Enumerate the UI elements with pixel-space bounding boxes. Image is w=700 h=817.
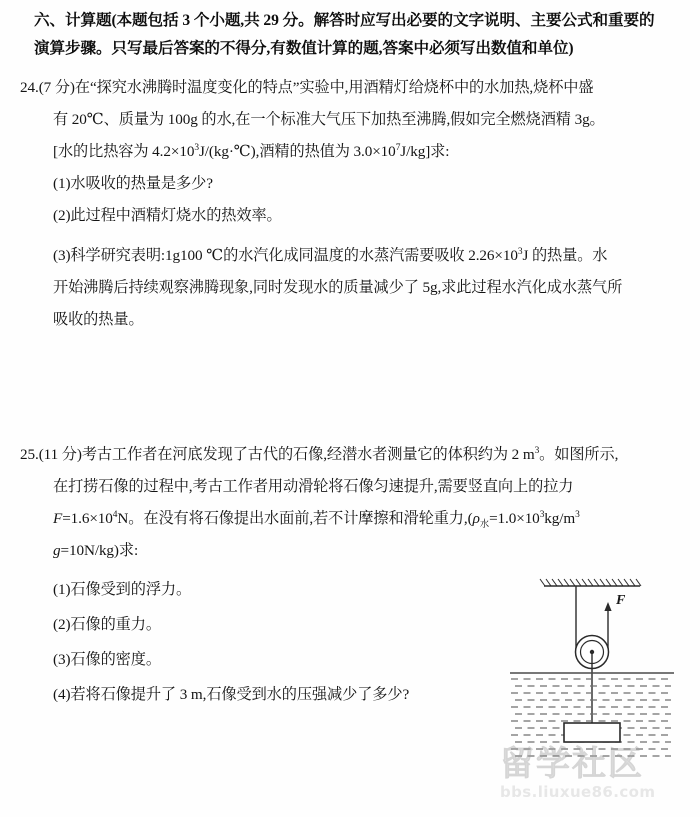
question-24-line-3	[53, 140, 449, 161]
question-24-sub-3-b: J 的热量。水	[522, 247, 608, 264]
force-symbol: F	[53, 510, 63, 527]
question-25-sub-2: (2)石像的重力。	[53, 616, 161, 633]
force-arrow-head-icon	[604, 602, 611, 611]
question-25-sub-3: (3)石像的密度。	[53, 651, 161, 668]
question-25-density-unit-exponent: 3	[575, 509, 580, 520]
rho-subscript-water: 水	[479, 520, 490, 531]
question-25-line-4	[53, 539, 138, 560]
question-24-sub-2: (2)此过程中酒精灯烧水的热效率。	[53, 207, 282, 224]
question-25-force-value: =1.6×10	[62, 510, 113, 527]
question-25-body-3b: N。在没有将石像提出水面前,若不计摩擦和滑轮重力,(	[117, 510, 473, 527]
rho-symbol: ρ	[472, 510, 480, 527]
question-24-body-1: 在“探究水沸腾时温度变化的特点”实验中,用酒精灯给烧杯中的水加热,烧杯中盛	[74, 79, 594, 96]
question-25-gravity-value: =10N/kg)求:	[60, 542, 139, 559]
watermark-url: bbs.liuxue86.com	[500, 783, 656, 801]
question-25-volume-exponent: 3	[534, 445, 540, 456]
question-24-sub-3-a: (3)科学研究表明:1g100 ℃的水汽化成同温度的水蒸汽需要吸收 2.26×10	[53, 247, 518, 264]
question-24-number: 24.	[20, 79, 39, 96]
pulley-buoyancy-diagram	[492, 578, 692, 763]
question-25-body-1a: 考古工作者在河底发现了古代的石像,经潜水者测量它的体积约为 2 m	[81, 446, 535, 463]
question-25-body-1b: 。如图所示,	[539, 446, 619, 463]
question-25-density-value: =1.0×10	[489, 510, 540, 527]
question-24-score: (7 分)	[38, 79, 75, 96]
question-24-body-2: 有 20℃、质量为 100g 的水,在一个标准大气压下加热至沸腾,假如完全燃烧酒精 3g。	[53, 111, 605, 128]
question-25-density-unit: kg/m	[544, 510, 576, 527]
section-header-line-2: 演算步骤。只写最后答案的不得分,有数值计算的题,答案中必须写出数值和单位)	[34, 40, 574, 57]
question-25-sub-4: (4)若将石像提升了 3 m,石像受到水的压强减少了多少?	[53, 686, 410, 703]
pulley-axle-icon	[590, 650, 594, 654]
gravity-symbol: g	[53, 542, 61, 559]
question-24-sub-3-exponent: 3	[517, 246, 523, 257]
question-25-line-2: 在打捞石像的过程中,考古工作者用动滑轮将石像匀速提升,需要竖直向上的拉力	[53, 478, 574, 495]
question-25-density-exponent: 3	[539, 509, 545, 520]
question-24-sub-1: (1)水吸收的热量是多少?	[53, 175, 213, 192]
question-24-given-c: J/kg]求:	[400, 143, 450, 160]
question-24-line-1	[20, 76, 593, 97]
force-label: F	[616, 593, 626, 608]
question-24-sub-3-line-1	[53, 244, 607, 265]
question-24-sub-3-line-3: 吸收的热量。	[53, 311, 144, 328]
question-25-line-3	[53, 507, 580, 531]
question-25-score: (11 分)	[38, 446, 82, 463]
pulley-diagram-svg	[492, 578, 692, 763]
question-24-exponent-2: 7	[395, 142, 401, 153]
question-24-sub-3-line-2: 开始沸腾后持续观察沸腾现象,同时发现水的质量减少了 5g,求此过程水汽化成水蒸气所	[53, 279, 623, 296]
ceiling-hatch-icon	[540, 579, 641, 586]
question-25-line-1	[20, 443, 618, 464]
watermark-site-name: 留学社区	[500, 744, 644, 784]
stone-statue-block-icon	[564, 723, 620, 742]
question-24-given-a: [水的比热容为 4.2×10	[53, 143, 195, 160]
question-25-number: 25.	[20, 446, 39, 463]
section-header-line-1: 六、计算题(本题包括 3 个小题,共 29 分。解答时应写出必要的文字说明、主要公式和重要的	[34, 12, 655, 29]
question-24-exponent-1: 3	[194, 142, 199, 153]
question-25-force-exponent: 4	[112, 509, 118, 520]
question-24-line-2	[53, 108, 605, 129]
question-24-given-b: J/(kg·℃),酒精的热值为 3.0×10	[198, 143, 396, 160]
question-25-sub-1: (1)石像受到的浮力。	[53, 581, 192, 598]
